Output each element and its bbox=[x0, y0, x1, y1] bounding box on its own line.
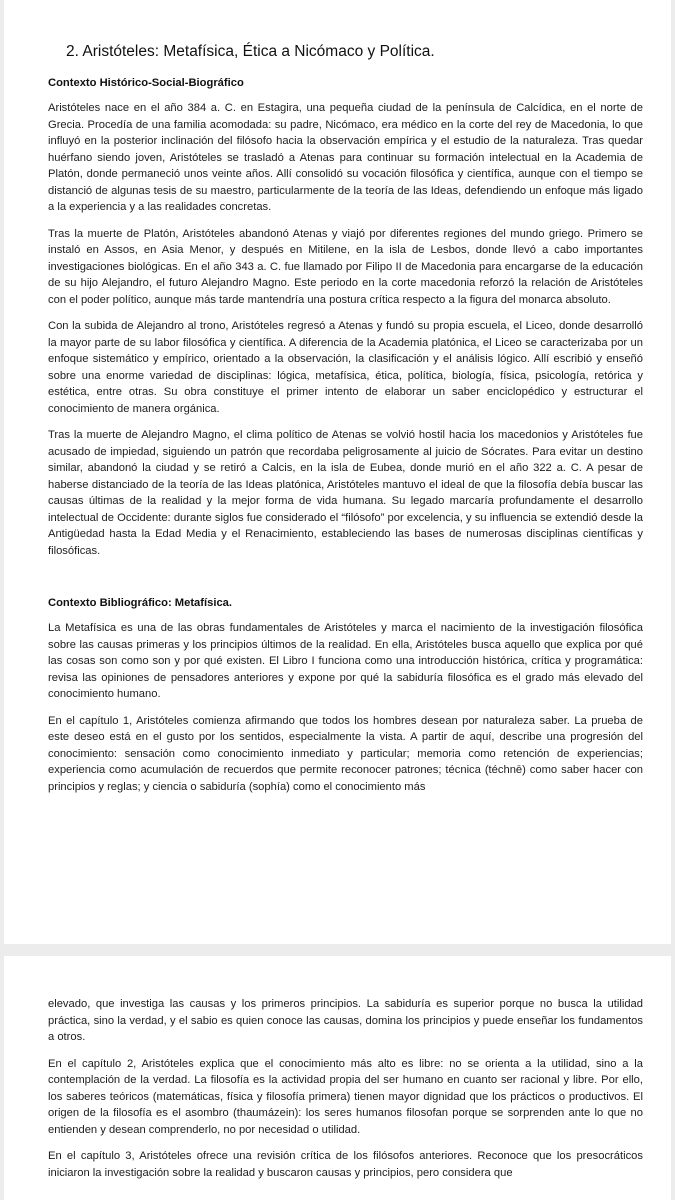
paragraph: Con la subida de Alejandro al trono, Aristóteles regresó a Atenas y fundó su propia escuela, el Liceo, donde desarrolló la mayor parte de su labor filosófica y científica. A diferencia de la Academia platónica, el Liceo se caracterizaba por un enfoque sistemático y empírico, orientado a la observación, la clasificación y el análisis lógico. Allí escribió y enseñó sobre una enorme variedad de disciplinas: lógica, metafísica, ética, política, biología, física, psicología, retórica y estética, entre otras. Su obra constituye el primer intento de elaborar un saber enciclopédico y estructurar el conocimiento de manera orgánica. bbox=[48, 320, 643, 415]
document-page-1 bbox=[4, 0, 671, 944]
historical-context-heading: Contexto Histórico-Social-Biográfico bbox=[48, 77, 244, 89]
paragraph: La Metafísica es una de las obras fundamentales de Aristóteles y marca el nacimiento de la investigación filosófica sobre las causas primeras y los principios últimos de la realidad. En ella, Aristóteles busca aquello que explica por qué las cosas son como son y por qué existen. El Libro I funciona como una introducción histórica, crítica y programática: revisa las opiniones de pensadores anteriores y expone por qué la sabiduría filosófica es el grado más elevado del conocimiento humano. bbox=[48, 622, 643, 700]
paragraph: En el capítulo 3, Aristóteles ofrece una revisión crítica de los filósofos anteriores. Reconoce que los presocráticos iniciaron la investigación sobre la realidad y buscaron causas y principios, pero considera que bbox=[48, 1150, 643, 1179]
bibliographic-context-heading: Contexto Bibliográfico: Metafísica. bbox=[48, 597, 232, 609]
paragraph: Tras la muerte de Alejandro Magno, el clima político de Atenas se volvió hostil hacia los macedonios y Aristóteles fue acusado de impiedad, siguiendo un patrón que recordaba peligrosamente al juicio de Sócrates. Para evitar un destino similar, abandonó la ciudad y se retiró a Calcis, en la isla de Eubea, donde murió en el año 322 a. C. A pesar de haberse distanciado de la teoría de las Ideas platónica, Aristóteles mantuvo el ideal de que la filosofía debía buscar las causas últimas de la realidad y la mejor forma de vida humana. Su legado marcaría profundamente el desarrollo intelectual de Occidente: durante siglos fue considerado el “filósofo” por excelencia, y su influencia se extendió desde la Antigüedad hasta la Edad Media y el Renacimiento, estableciendo las bases de numerosas disciplinas científicas y filosóficas. bbox=[48, 429, 643, 557]
paragraph: Tras la muerte de Platón, Aristóteles abandonó Atenas y viajó por diferentes regiones del mundo griego. Primero se instaló en Assos, en Asia Menor, y después en Mitilene, en la isla de Lesbos, donde llevó a cabo importantes investigaciones biológicas. En el año 343 a. C. fue llamado por Filipo II de Macedonia para encargarse de la educación de su hijo Alejandro, el futuro Alejandro Magno. Este periodo en la corte macedonia reforzó la relación de Aristóteles con el poder político, aunque más tarde mantendría una postura crítica respecto a la figura del monarca absoluto. bbox=[48, 227, 643, 306]
section-heading: 2. Aristóteles: Metafísica, Ética a Nicómaco y Política. bbox=[66, 43, 435, 60]
paragraph: En el capítulo 2, Aristóteles explica que el conocimiento más alto es libre: no se orienta a la utilidad, sino a la contemplación de la verdad. La filosofía es la actividad propia del ser humano en cuanto ser racional y libre. Por ello, los saberes teóricos (matemáticas, física y filosofía primera) tienen mayor dignidad que los prácticos o productivos. El origen de la filosofía es el asombro (thaumázein): los seres humanos filosofan porque se sorprenden ante lo que no entienden y desean comprenderlo, no por necesidad o utilidad. bbox=[48, 1057, 643, 1136]
document-page-2 bbox=[4, 956, 671, 1200]
paragraph: En el capítulo 1, Aristóteles comienza afirmando que todos los hombres desean por naturaleza saber. La prueba de este deseo está en el gusto por los sentidos, especialmente la vista. A partir de aquí, describe una progresión del conocimiento: sensación como conocimiento inmediato y particular; memoria como retención de experiencias; experiencia como acumulación de recuerdos que permite reconocer patrones; técnica (téchnē) como saber hacer con principios y reglas; y ciencia o sabiduría (sophía) como el conocimiento más bbox=[48, 714, 643, 793]
paragraph: elevado, que investiga las causas y los primeros principios. La sabiduría es superior porque no busca la utilidad práctica, sino la verdad, y el sabio es quien conoce las causas, domina los principios y puede enseñar los fundamentos a otros. bbox=[48, 998, 643, 1043]
paragraph: Aristóteles nace en el año 384 a. C. en Estagira, una pequeña ciudad de la península de Calcídica, en el norte de Grecia. Procedía de una familia acomodada: su padre, Nicómaco, era médico en la corte del rey de Macedonia, lo que influyó en la posterior inclinación del filósofo hacia la observación empírica y el estudio de la naturaleza. Tras quedar huérfano siendo joven, Aristóteles se trasladó a Atenas para continuar su formación intelectual en la Academia de Platón, donde permaneció unos veinte años. Allí consolidó su vocación filosófica y científica, aunque con el tiempo se distanció de algunas tesis de su maestro, particularmente de la teoría de las Ideas, defendiendo un enfoque más ligado a la experiencia y a las realidades concretas. bbox=[48, 102, 643, 213]
